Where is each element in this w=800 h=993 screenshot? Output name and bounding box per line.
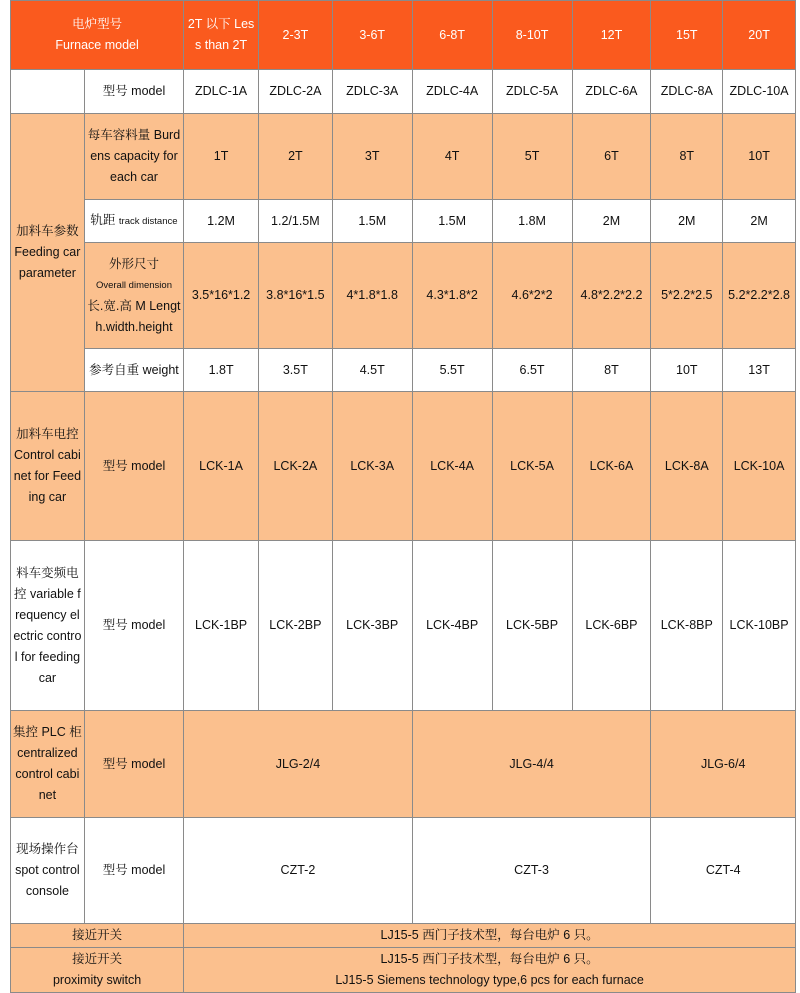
feeding-car-group-label: 加料车参数 Feeding car parameter: [11, 114, 85, 392]
table-cell: 1.2/1.5M: [258, 200, 332, 243]
table-cell: 3.8*16*1.5: [258, 243, 332, 349]
row-label: [84, 200, 183, 243]
column-header: 6-8T: [412, 1, 492, 70]
table-cell: ZDLC-8A: [651, 70, 723, 114]
plc-group-label: 集控 PLC 柜 centralized control cabinet: [11, 711, 85, 818]
table-cell: LCK-6BP: [572, 541, 651, 711]
dimension-label-cn: 外形尺寸: [108, 256, 159, 271]
table-cell: LCK-2BP: [258, 541, 332, 711]
table-cell: 2M: [723, 200, 796, 243]
column-header: 15T: [651, 1, 723, 70]
table-cell: CZT-2: [184, 818, 413, 924]
track-label-cn: 轨距: [90, 213, 116, 227]
table-cell: JLG-2/4: [184, 711, 413, 818]
table-cell: 1T: [184, 114, 259, 200]
table-cell: 5*2.2*2.5: [651, 243, 723, 349]
table-cell: 6.5T: [492, 349, 572, 392]
proximity-row-2: [11, 948, 796, 993]
table-cell: LCK-1BP: [184, 541, 259, 711]
proximity-label: 接近开关: [11, 924, 184, 948]
table-cell: 2T: [258, 114, 332, 200]
table-cell: ZDLC-3A: [332, 70, 412, 114]
table-cell: 10T: [723, 114, 796, 200]
table-cell: 4.3*1.8*2: [412, 243, 492, 349]
control-cabinet-row: [11, 392, 796, 541]
table-cell: LCK-10BP: [723, 541, 796, 711]
control-cabinet-group-label: 加料车电控 Control cabinet for Feeding car: [11, 392, 85, 541]
proximity-value-en: LJ15-5 Siemens technology type,6 pcs for each furnace: [335, 973, 644, 987]
table-cell: LCK-8A: [651, 392, 723, 541]
column-header: 8-10T: [492, 1, 572, 70]
table-cell: 4.5T: [332, 349, 412, 392]
plc-row: [11, 711, 796, 818]
capacity-row: [11, 114, 796, 200]
table-cell: ZDLC-4A: [412, 70, 492, 114]
table-cell: 8T: [572, 349, 651, 392]
table-cell: 10T: [651, 349, 723, 392]
row-label: 参考自重 weight: [84, 349, 183, 392]
proximity-label-cn: 接近开关: [72, 952, 123, 966]
furnace-model-header: [11, 1, 184, 70]
table-cell: CZT-4: [651, 818, 796, 924]
row-label: 每车容料量 Burdens capacity for each car: [84, 114, 183, 200]
proximity-value: LJ15-5 西门子技术型，每台电炉 6 只。: [184, 924, 796, 948]
table-cell: LCK-2A: [258, 392, 332, 541]
table-cell: LCK-5BP: [492, 541, 572, 711]
table-cell: LCK-3A: [332, 392, 412, 541]
column-header: 12T: [572, 1, 651, 70]
table-cell: 2M: [651, 200, 723, 243]
console-row: [11, 818, 796, 924]
column-header: 3-6T: [332, 1, 412, 70]
table-cell: JLG-4/4: [412, 711, 651, 818]
table-cell: 1.5M: [412, 200, 492, 243]
table-cell: 1.8T: [184, 349, 259, 392]
proximity-value-cn: LJ15-5 西门子技术型，每台电炉 6 只。: [380, 952, 599, 966]
table-cell: LCK-4BP: [412, 541, 492, 711]
proximity-row-1: [11, 924, 796, 948]
row-label: 型号 model: [84, 392, 183, 541]
empty-cell: [11, 70, 85, 114]
header-title-cn: 电炉型号: [72, 17, 123, 31]
weight-row: [11, 349, 796, 392]
table-cell: 5.2*2.2*2.8: [723, 243, 796, 349]
row-label: [84, 243, 183, 349]
table-cell: 1.5M: [332, 200, 412, 243]
table-cell: ZDLC-10A: [723, 70, 796, 114]
table-cell: 2M: [572, 200, 651, 243]
column-header: 20T: [723, 1, 796, 70]
table-cell: CZT-3: [412, 818, 651, 924]
table-cell: 3.5T: [258, 349, 332, 392]
table-cell: ZDLC-6A: [572, 70, 651, 114]
table-cell: LCK-1A: [184, 392, 259, 541]
table-cell: 5T: [492, 114, 572, 200]
table-cell: LCK-8BP: [651, 541, 723, 711]
table-cell: 3T: [332, 114, 412, 200]
vfd-control-row: [11, 541, 796, 711]
table-cell: 13T: [723, 349, 796, 392]
row-label: 型号 model: [84, 541, 183, 711]
table-cell: ZDLC-5A: [492, 70, 572, 114]
table-cell: 6T: [572, 114, 651, 200]
header-title-en: Furnace model: [55, 38, 139, 52]
furnace-spec-table: [10, 0, 796, 993]
header-row: [11, 1, 796, 70]
vfd-control-group-label: 料车变频电控 variable frequency electric control for feeding car: [11, 541, 85, 711]
proximity-label-en: proximity switch: [52, 973, 142, 987]
column-header: 2T 以下 Less than 2T: [184, 1, 259, 70]
row-label: 型号 model: [84, 818, 183, 924]
table-cell: 1.8M: [492, 200, 572, 243]
table-cell: 4T: [412, 114, 492, 200]
proximity-value: [184, 948, 796, 993]
column-header: 2-3T: [258, 1, 332, 70]
table-cell: 1.2M: [184, 200, 259, 243]
table-cell: JLG-6/4: [651, 711, 796, 818]
table-cell: LCK-10A: [723, 392, 796, 541]
table-cell: ZDLC-1A: [184, 70, 259, 114]
dimension-row: [11, 243, 796, 349]
proximity-label: [11, 948, 184, 993]
table-cell: 8T: [651, 114, 723, 200]
table-cell: 3.5*16*1.2: [184, 243, 259, 349]
dimension-label-rest: 长.宽.高 M Length.width.height: [87, 298, 181, 334]
table-cell: 4*1.8*1.8: [332, 243, 412, 349]
track-label-en: track distance: [118, 216, 178, 227]
table-cell: 4.6*2*2: [492, 243, 572, 349]
table-cell: LCK-5A: [492, 392, 572, 541]
row-label: 型号 model: [84, 711, 183, 818]
model-row: [11, 70, 796, 114]
table-cell: ZDLC-2A: [258, 70, 332, 114]
track-row: [11, 200, 796, 243]
table-cell: 5.5T: [412, 349, 492, 392]
console-group-label: 现场操作台 spot control console: [11, 818, 85, 924]
table-cell: 4.8*2.2*2.2: [572, 243, 651, 349]
table-cell: LCK-3BP: [332, 541, 412, 711]
table-cell: LCK-4A: [412, 392, 492, 541]
table-cell: LCK-6A: [572, 392, 651, 541]
dimension-label-small: Overall dimension: [95, 279, 172, 291]
row-label: 型号 model: [84, 70, 183, 114]
